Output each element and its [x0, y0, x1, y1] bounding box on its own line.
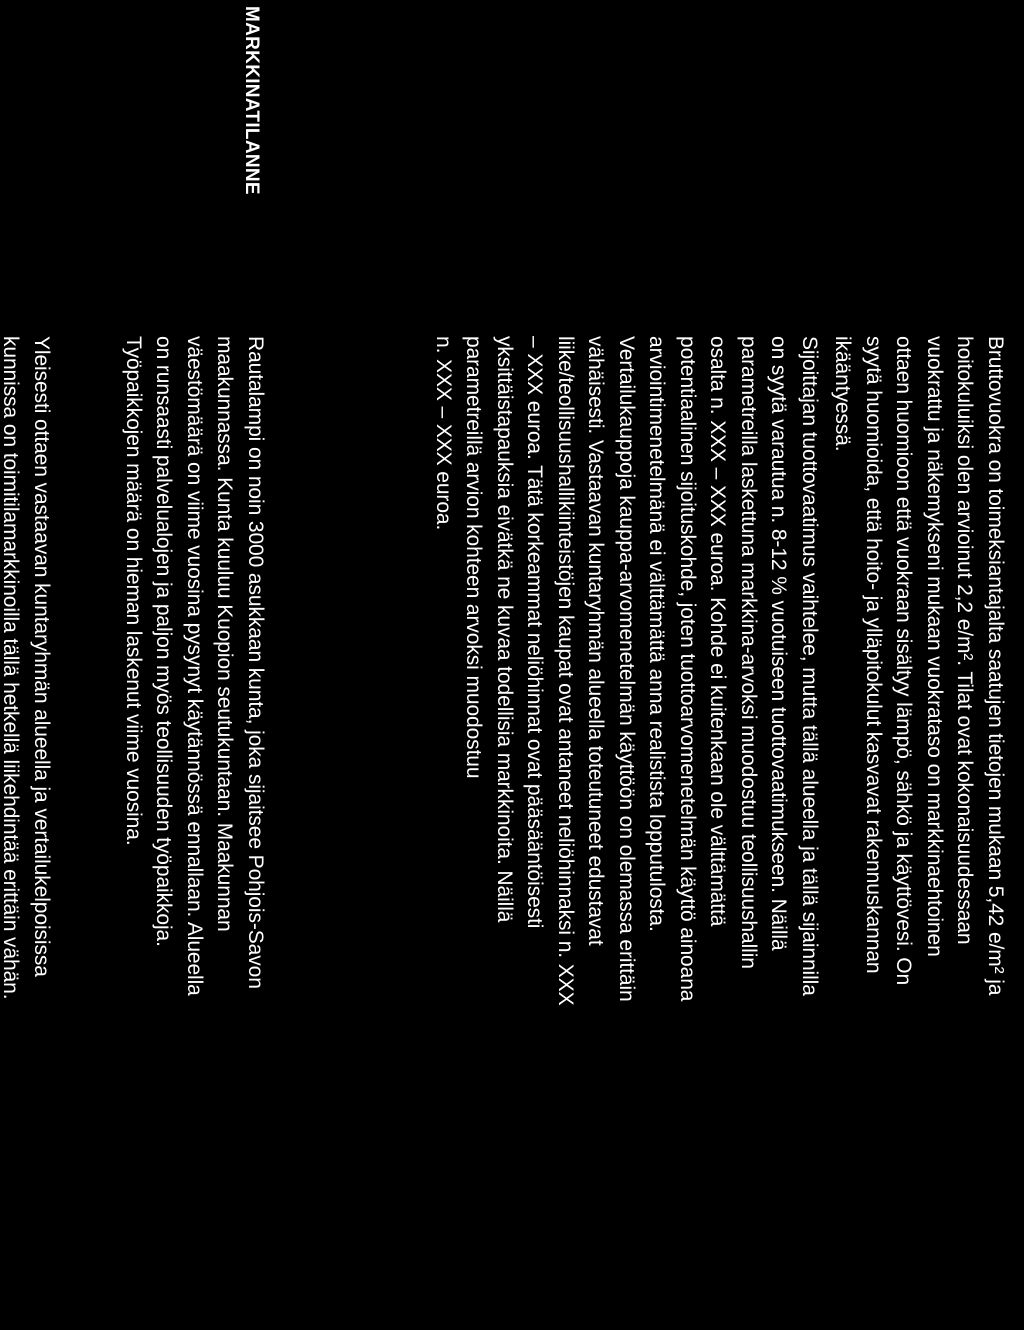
paragraph-text	[428, 336, 825, 1326]
paragraph-investor-yield	[428, 336, 825, 1326]
text-line: on syytä varautua n. 8-12 % vuotuiseen tuottovaatimukseen. Näillä	[767, 336, 791, 951]
paragraph-text	[0, 336, 56, 1326]
text-line: maakunnassa. Kunta kuuluu Kuopion seutukuntaan. Maakunnan	[213, 336, 237, 932]
text-line: yksittäistapauksia eivätkä ne kuvaa todellisia markkinoita. Näillä	[493, 336, 516, 923]
text-line: syytä huomioida, että hoito- ja ylläpitokulut kasvavat rakennuskannan	[862, 336, 885, 974]
text-line: kunnissa on toimitilamarkkinoilla tällä hetkellä liikehdintää erittäin vähän.	[0, 336, 23, 1000]
text-line: – XXX euroa. Tätä korkeammat neliöhinnat ovat pääsääntöisesti	[523, 336, 547, 929]
paragraph-text	[827, 336, 1010, 1326]
text-line: osalta n. XXX – XXX euroa. Kohde ei kuitenkaan ole välttämättä	[706, 336, 730, 927]
text-line: ikääntyessä.	[831, 336, 855, 452]
text-line: vähäisesti. Vastaavan kuntaryhmän alueella toteutuneet edustavat	[584, 336, 608, 946]
text-line: on runsaasti palvelualojen ja paljon myös teollisuuden työpaikkoja.	[152, 336, 176, 947]
paragraph-text	[118, 336, 271, 1326]
text-line: hoitokuluiksi olen arvioinut 2,2 e/m². Tilat ovat kokonaisuudessaan	[953, 336, 977, 945]
section-heading: MARKKINATILANNE	[241, 6, 262, 195]
text-line: Sijoittajan tuottovaatimus vaihtelee, mutta tällä alueella ja tällä sijainnilla	[798, 336, 821, 996]
text-line: Työpaikkojen määrä on hieman laskenut viime vuosina.	[122, 336, 145, 846]
text-line: ottaen huomioon että vuokraan sisältyy lämpö, sähkö ja käyttövesi. On	[892, 336, 916, 986]
paragraph-location	[118, 336, 271, 1326]
text-line: Rautalampi on noin 3000 asukkaan kunta, joka sijaitsee Pohjois-Savon	[244, 336, 267, 989]
paragraph-premises-market	[0, 336, 56, 1326]
text-line: Vertailukauppoja kauppa-arvomenetelmän käyttöön on olemassa erittäin	[615, 336, 638, 1002]
text-line: arviointimenetelmänä ei välttämättä anna realistista lopputulosta.	[645, 336, 669, 932]
text-line: Bruttovuokra on toimeksiantajalta saatujen tietojen mukaan 5,42 e/m² ja	[984, 336, 1007, 996]
text-line: väestömäärä on viime vuosina pysynyt käytännössä ennallaan. Alueella	[183, 336, 206, 996]
text-line: potentiaalinen sijoituskohde, joten tuottoarvomenetelmän käyttö ainoana	[676, 336, 699, 1002]
text-line: vuokrattu ja näkemykseni mukaan vuokrataso on markkinaehtoinen	[923, 336, 946, 957]
text-line: Yleisesti ottaen vastaavan kuntaryhmän alueella ja vertailukelpoisissa	[30, 336, 53, 977]
text-line: parametreilla laskettuna markkina-arvoksi muodostuu teollisuushallin	[737, 336, 760, 969]
text-line: liike/teollisuushallikiinteistöjen kaupat ovat antaneet neliöhinnaksi n. XXX	[554, 336, 577, 1006]
text-line: n. XXX – XXX euroa.	[432, 336, 455, 531]
paragraph-rent	[827, 336, 1010, 1326]
text-line: parametreillä arvion kohteen arvoksi muodostuu	[462, 336, 486, 779]
